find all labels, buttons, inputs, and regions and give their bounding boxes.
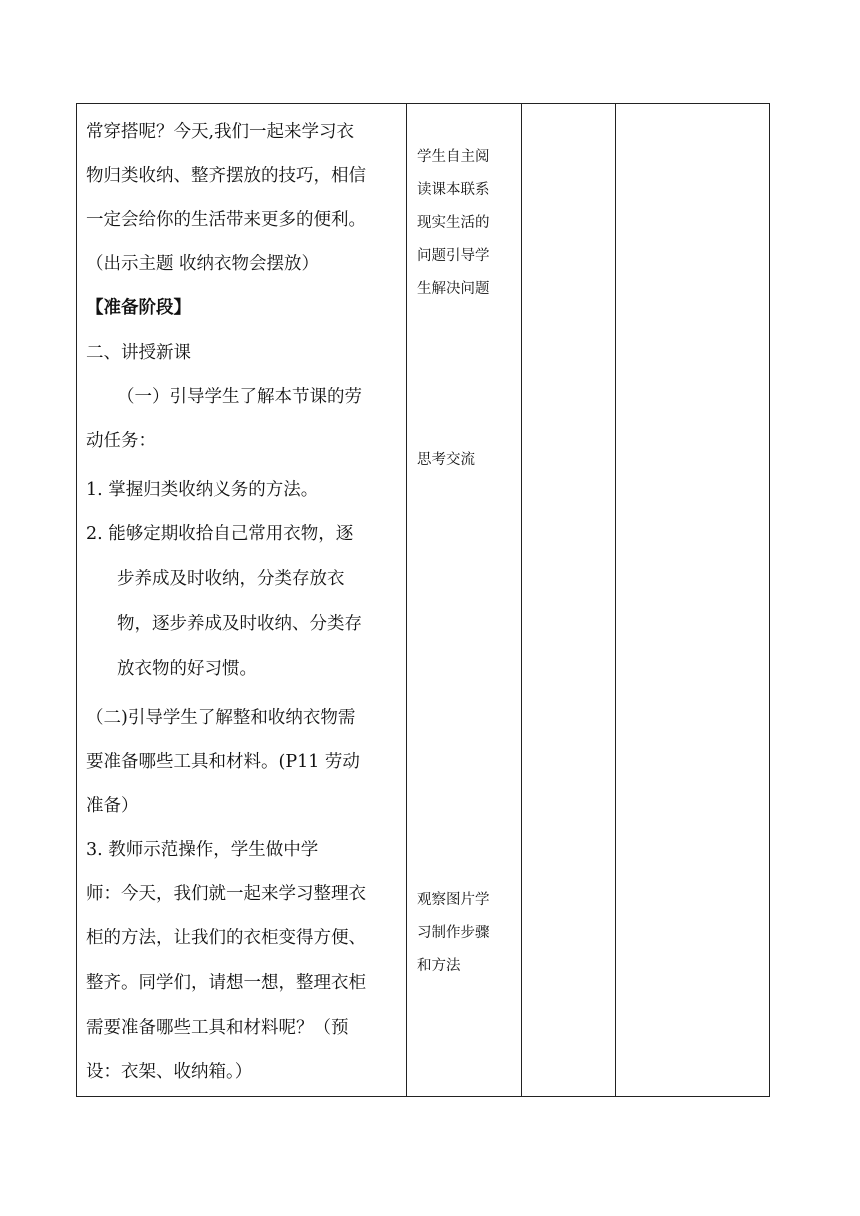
text-line: 物，逐步养成及时收纳、分类存 <box>117 614 362 634</box>
text-line: 生解决问题 <box>417 281 490 297</box>
text-line: 二、讲授新课 <box>86 343 191 363</box>
text-line: 师：今天，我们就一起来学习整理衣 <box>86 884 366 904</box>
text-line: 物归类收纳、整齐摆放的技巧，相信 <box>86 166 366 186</box>
text-line: 设：衣架、收纳箱。） <box>86 1062 253 1082</box>
text-line: 问题引导学 <box>417 248 490 264</box>
text-line: 整齐。同学们，请想一想，整理衣柜 <box>86 973 366 993</box>
list-item: 1. 掌握归类收纳义务的方法。 <box>86 480 319 500</box>
text-line: （二)引导学生了解整和收纳衣物需 <box>86 708 356 728</box>
section-heading: 【准备阶段】 <box>86 298 191 318</box>
text-line: 一定会给你的生活带来更多的便利。 <box>86 210 366 230</box>
text-line: 读课本联系 <box>417 182 490 198</box>
text-line: 步养成及时收纳，分类存放衣 <box>117 569 345 589</box>
text-line: 和方法 <box>417 958 461 974</box>
table-row <box>77 104 770 1097</box>
teaching-process-cell <box>77 104 407 1097</box>
empty-cell <box>522 104 616 1097</box>
text-line: 准备） <box>86 796 139 816</box>
text-line: 习制作步骤 <box>417 925 490 941</box>
lesson-plan-table <box>76 103 770 1097</box>
text-line: 思考交流 <box>417 452 475 468</box>
text-line: 常穿搭呢？今天,我们一起来学习衣 <box>86 122 355 142</box>
text-line: （出示主题 收纳衣物会摆放） <box>86 254 320 274</box>
text-line: 动任务： <box>86 431 156 451</box>
text-line: 柜的方法，让我们的衣柜变得方便、 <box>86 928 366 948</box>
text-line: 要准备哪些工具和材料。(P11 劳动 <box>86 752 360 772</box>
text-line: 放衣物的好习惯。 <box>117 659 257 679</box>
text-line: 观察图片学 <box>417 892 490 908</box>
list-item: 2. 能够定期收拾自己常用衣物，逐 <box>86 524 354 544</box>
text-line: 需要准备哪些工具和材料呢？（预 <box>86 1018 349 1038</box>
empty-cell <box>616 104 770 1097</box>
list-item: 3. 教师示范操作，学生做中学 <box>86 840 319 860</box>
text-line: （一）引导学生了解本节课的劳 <box>117 387 362 407</box>
text-line: 现实生活的 <box>417 215 490 231</box>
text-line: 学生自主阅 <box>417 149 490 165</box>
student-activity-cell <box>407 104 522 1097</box>
